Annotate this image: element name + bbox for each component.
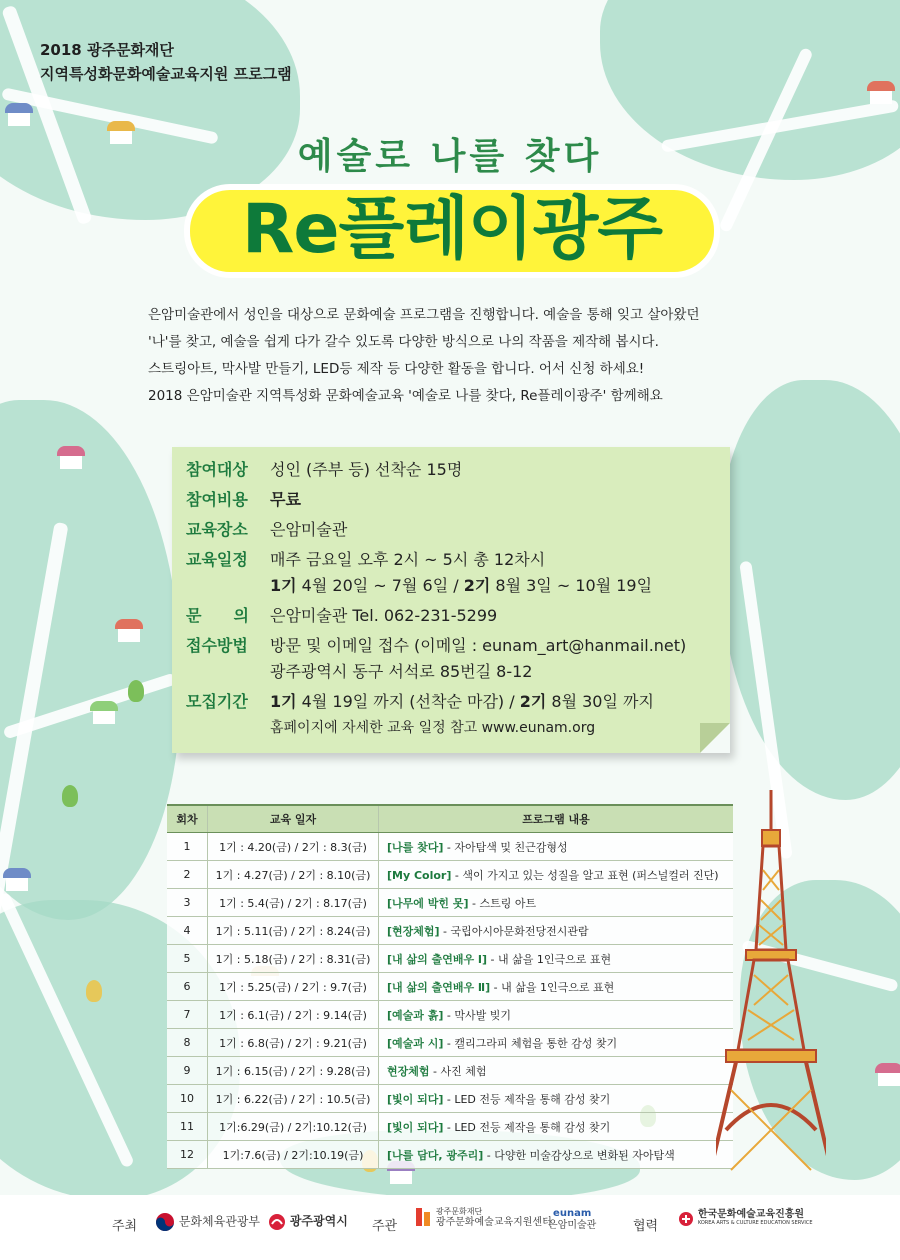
table-row [167,1141,733,1169]
info-row-apply [186,633,686,659]
session-date: 1기 : 4.20(금) / 2기 : 8.3(금) [208,833,379,861]
info-label: 교육일정 [186,550,248,569]
table-row [167,1057,733,1085]
partner-name: 한국문화예술교육진흥원 [697,1209,805,1220]
info-card [172,447,730,753]
program-desc: - LED 전등 제작을 통해 감성 찾기 [443,1092,611,1106]
table-header-row [167,805,733,833]
info-label: 모집기간 [186,692,248,711]
session-number: 7 [167,1001,208,1029]
session-number: 11 [167,1113,208,1141]
museum-logo-text: eunam [553,1208,592,1219]
program-title: [내 삶의 출연배우 Ⅰ] [387,952,488,966]
info-row-period [186,689,654,715]
program-desc: - 막사발 빚기 [443,1008,511,1022]
program-desc: - 스트링 아트 [468,896,537,910]
program-desc: - 자아탐색 및 친근감형성 [443,840,568,854]
term-2-label: 2기 [463,576,491,595]
museum-name: 은암미술관 [548,1220,597,1231]
gwangju-emblem-icon [268,1213,286,1231]
table-row [167,1113,733,1141]
session-date: 1기:7.6(금) / 2기:10.19(금) [208,1141,379,1169]
schedule-terms [270,573,652,599]
table-row [167,917,733,945]
program-desc: - 국립아시아문화전당전시관람 [439,924,589,938]
info-row-fee [186,487,301,513]
host-1: 문화체육관광부 [178,1214,260,1229]
session-number: 8 [167,1029,208,1057]
organizer-name: 광주문화예술교육지원센터 [435,1217,552,1228]
host-label: 주최 [112,1219,138,1234]
foundation-logo [414,1206,552,1228]
program-content [379,1029,734,1057]
session-date: 1기 : 5.4(금) / 2기 : 8.17(금) [208,889,379,917]
intro-line: 2018 은암미술관 지역특성화 문화예술교육 '예술로 나를 찾다, Re플레이광주' 함께해요 [148,388,663,404]
intro-line: 스트링아트, 막사발 만들기, LED등 제작 등 다양한 활동을 합니다. 어서 신청 하세요! [148,361,645,377]
info-row-contact [186,603,497,629]
program-title: [나를 담다, 광주리] [387,1148,484,1162]
program-content [379,1113,734,1141]
arte-emblem-icon [678,1211,694,1227]
info-label: 교육장소 [186,520,248,539]
program-content [379,1057,734,1085]
info-value: 성인 (주부 등) 선착순 15명 [270,460,463,479]
program-content [379,973,734,1001]
intro-text [148,302,768,410]
info-value: 매주 금요일 오후 2시 ~ 5시 총 12차시 [270,550,546,569]
program-content [379,833,734,861]
session-date: 1기 : 5.18(금) / 2기 : 8.31(금) [208,945,379,973]
column-header: 프로그램 내용 [379,805,734,833]
program-desc: - 다양한 미술감상으로 변화된 자아탐색 [483,1148,675,1162]
info-label: 참여대상 [186,460,248,479]
info-value: 은암미술관 Tel. 062-231-5299 [270,606,498,625]
organizer-header [40,38,292,86]
period-term-1-text: 4월 19일 까지 (선착순 마감) / [296,692,520,711]
session-number: 3 [167,889,208,917]
term-2-dates: 8월 3일 ~ 10월 19일 [490,576,653,595]
table-row [167,833,733,861]
program-content [379,1085,734,1113]
table-row [167,861,733,889]
table-row [167,1085,733,1113]
foundation-emblem-icon [414,1206,432,1228]
table-row [167,945,733,973]
column-header: 회차 [167,805,208,833]
intro-line: '나'를 찾고, 예술을 쉽게 다가 갈수 있도록 다양한 방식으로 나의 작품을 제작해 봅시다. [148,334,659,350]
table-row [167,973,733,1001]
period-term-1: 1기 [270,692,297,711]
partner-logo [678,1210,813,1228]
tower-illustration [716,790,826,1190]
info-label: 접수방법 [186,636,248,655]
session-date: 1기 : 4.27(금) / 2기 : 8.10(금) [208,861,379,889]
session-date: 1기 : 6.8(금) / 2기 : 9.21(금) [208,1029,379,1057]
gwangju-logo [268,1212,348,1231]
apply-address: 광주광역시 동구 서석로 85번길 8-12 [270,662,533,681]
table-row [167,1029,733,1057]
partner-label: 협력 [633,1219,659,1234]
info-row-target [186,457,462,483]
poster-title: Re플레이광주 [242,190,662,269]
session-number: 1 [167,833,208,861]
session-number: 10 [167,1085,208,1113]
program-content [379,889,734,917]
session-number: 6 [167,973,208,1001]
program-title: [예술과 흙] [387,1008,444,1022]
info-label: 문 의 [186,606,249,625]
session-date: 1기 : 6.1(금) / 2기 : 9.14(금) [208,1001,379,1029]
partner-name-en: KOREA ARTS & CULTURE EDUCATION SERVICE [697,1220,813,1226]
session-date: 1기 : 5.25(금) / 2기 : 9.7(금) [208,973,379,1001]
program-title: [나무에 박힌 못] [387,896,469,910]
organizer-small: 광주문화재단 [435,1207,483,1216]
session-date: 1기 : 6.22(금) / 2기 : 10.5(금) [208,1085,379,1113]
session-date: 1기:6.29(금) / 2기:10.12(금) [208,1113,379,1141]
program-content [379,1141,734,1169]
table-row [167,1001,733,1029]
program-desc: - 내 삶을 1인극으로 표현 [487,952,612,966]
org-line-2: 지역특성화문화예술교육지원 프로그램 [40,65,292,83]
poster-title-block [190,182,714,278]
program-title: [현장체험] [387,924,440,938]
session-date: 1기 : 5.11(금) / 2기 : 8.24(금) [208,917,379,945]
session-date: 1기 : 6.15(금) / 2기 : 9.28(금) [208,1057,379,1085]
schedule-table [167,804,733,1169]
table-row [167,889,733,917]
program-desc: - 사진 체험 [429,1064,487,1078]
program-desc: - LED 전등 제작을 통해 감성 찾기 [443,1120,611,1134]
info-row-schedule [186,547,545,573]
program-content [379,917,734,945]
session-number: 9 [167,1057,208,1085]
session-number: 4 [167,917,208,945]
term-1-label: 1기 [270,576,297,595]
program-desc: - 내 삶을 1인극으로 표현 [490,980,615,994]
program-content [379,1001,734,1029]
poster-subtitle: 예술로 나를 찾다 [297,136,603,177]
taegeuk-icon [155,1212,175,1232]
info-label: 참여비용 [186,490,248,509]
info-value: 은암미술관 [270,520,348,539]
program-title: [빛이 되다] [387,1120,444,1134]
host-2: 광주광역시 [289,1214,348,1228]
info-row-place [186,517,347,543]
program-desc: - 캘리그라피 체험을 통한 감성 찾기 [443,1036,618,1050]
intro-line: 은암미술관에서 성인을 대상으로 문화예술 프로그램을 진행합니다. 예술을 통해 잊고 살아왔던 [148,307,700,323]
program-title: [나를 찾다] [387,840,444,854]
museum-logo [548,1208,596,1232]
term-1-dates: 4월 20일 ~ 7월 6일 / [296,576,464,595]
session-number: 5 [167,945,208,973]
program-content [379,861,734,889]
info-value: 무료 [270,490,301,509]
program-title: [빛이 되다] [387,1092,444,1106]
program-content [379,945,734,973]
org-line-1: 2018 광주문화재단 [40,41,174,59]
session-number: 12 [167,1141,208,1169]
organizer-label: 주관 [372,1219,398,1234]
program-title: [My Color] [387,868,452,882]
program-title: [예술과 시] [387,1036,444,1050]
program-title: 현장체험 [387,1064,430,1078]
program-desc: - 색이 가지고 있는 성질을 알고 표현 (퍼스널컬러 진단) [451,868,719,882]
info-value: 방문 및 이메일 접수 (이메일 : eunam_art@hanmail.net) [270,636,687,655]
column-header: 교육 일자 [208,805,379,833]
homepage-note: 홈페이지에 자세한 교육 일정 참고 www.eunam.org [270,720,596,736]
ministry-logo [155,1212,260,1232]
program-title: [내 삶의 출연배우 Ⅱ] [387,980,491,994]
period-term-2-text: 8월 30일 까지 [546,692,654,711]
period-term-2: 2기 [519,692,547,711]
session-number: 2 [167,861,208,889]
